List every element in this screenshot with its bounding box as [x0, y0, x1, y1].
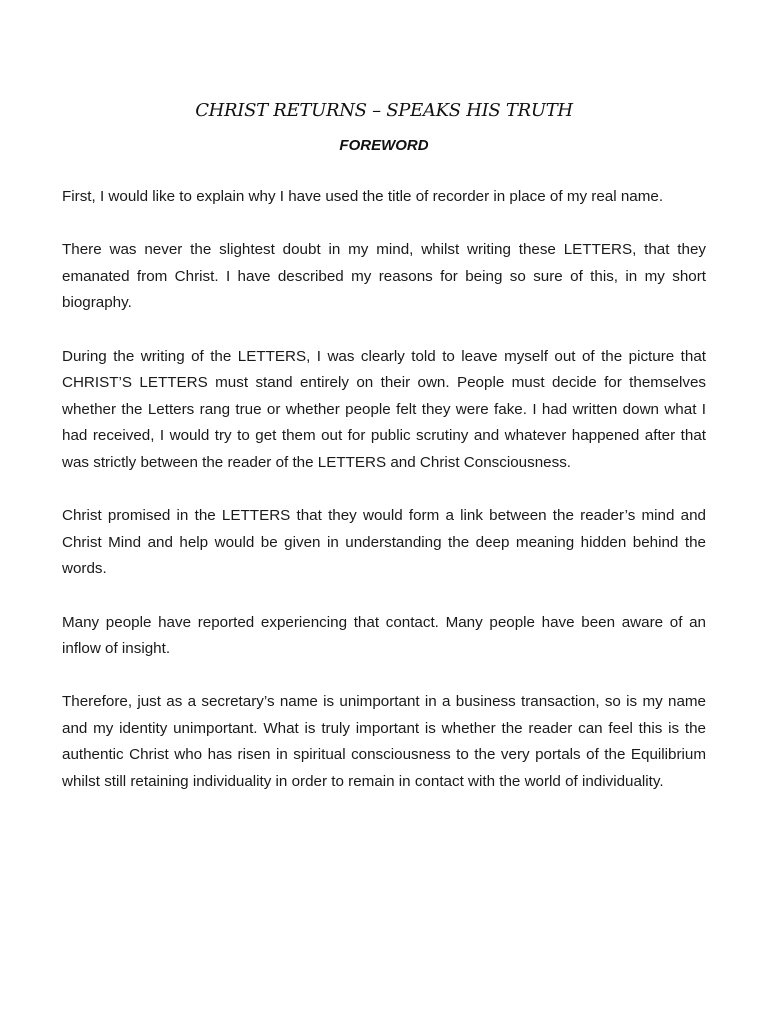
body-text [62, 184, 706, 822]
paragraph: Christ promised in the LETTERS that they would form a link between the reader’s mind and Christ Mind and help would be given in understanding the deep meaning hidden behind the words. [62, 507, 706, 578]
paragraph: During the writing of the LETTERS, I was clearly told to leave myself out of the picture that CHRIST’S LETTERS must stand entirely on their own. People must decide for themselves whether the Letters rang true or whether people felt they were fake. I had written down what I had received, I would try to get them out for public scrutiny and whatever happened after that was strictly between the reader of the LETTERS and Christ Consciousness. [62, 347, 706, 471]
paragraph: First, I would like to explain why I have used the title of recorder in place of my real name. [62, 188, 664, 205]
paragraph: Therefore, just as a secretary’s name is unimportant in a business transaction, so is my name and my identity unimportant. What is truly important is whether the reader can feel this is the authentic Christ who has risen in spiritual consciousness to the very portals of the Equilibrium whilst still retaining individuality in order to remain in contact with the world of individuality. [62, 693, 706, 791]
paragraph: There was never the slightest doubt in my mind, whilst writing these LETTERS, that they emanated from Christ. I have described my reasons for being so sure of this, in my short biography. [62, 241, 706, 312]
paragraph: Many people have reported experiencing that contact. Many people have been aware of an inflow of insight. [62, 613, 706, 658]
section-heading-foreword: FOREWORD [339, 137, 429, 154]
document-title: CHRIST RETURNS – SPEAKS HIS TRUTH [195, 100, 573, 121]
